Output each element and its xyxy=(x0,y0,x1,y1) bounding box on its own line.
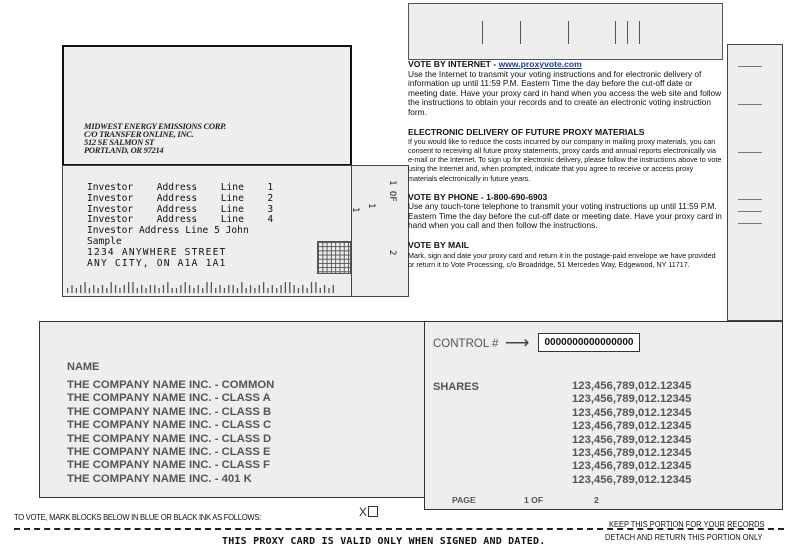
holding-name: THE COMPANY NAME INC. - CLASS C xyxy=(67,419,272,432)
barcode-bar-mark xyxy=(141,285,142,293)
name-label: NAME xyxy=(67,361,100,373)
barcode-bar-mark xyxy=(163,285,164,293)
control-shares-panel xyxy=(424,321,783,510)
imb-barcode xyxy=(67,281,337,293)
barcode-bar-mark xyxy=(115,285,116,293)
holding-name: THE COMPANY NAME INC. - CLASS E xyxy=(67,446,271,459)
holding-name: THE COMPANY NAME INC. - CLASS F xyxy=(67,459,270,472)
share-amount: 123,456,789,012.12345 xyxy=(572,447,692,460)
phone-body: Use any touch-tone telephone to transmit your voting instructions up until 11:59 P.M. Eastern Time the day before the cut-off date or meeting date. Have your proxy card in hand when you call and then follow the instructions. xyxy=(408,201,722,231)
share-amount: 123,456,789,012.12345 xyxy=(572,433,692,446)
detach-portion-text: DETACH AND RETURN THIS PORTION ONLY xyxy=(605,532,763,542)
barcode-bar-mark xyxy=(224,288,225,293)
postal-barcode-bar xyxy=(408,3,723,60)
barcode-bar-mark xyxy=(111,282,112,293)
barcode-bar-mark xyxy=(276,288,277,293)
barcode-bar-mark xyxy=(89,288,90,293)
share-amount: 123,456,789,012.12345 xyxy=(572,393,692,406)
barcode-bar-mark xyxy=(102,285,103,293)
mark-instruction: TO VOTE, MARK BLOCKS BELOW IN BLUE OR BLACK INK AS FOLLOWS: xyxy=(14,512,261,522)
barcode-bar-mark xyxy=(568,21,569,44)
barcode-bar-mark xyxy=(167,282,168,293)
x-mark: X xyxy=(359,505,368,519)
barcode-bar-mark xyxy=(738,152,762,153)
barcode-bar-mark xyxy=(232,285,233,293)
barcode-bar-mark xyxy=(246,288,247,293)
barcode-bar-mark xyxy=(293,285,294,293)
barcode-bar-mark xyxy=(172,288,173,293)
arrow-right-icon: ⟶ xyxy=(505,333,530,352)
holding-name: THE COMPANY NAME INC. - CLASS A xyxy=(67,392,271,405)
barcode-bar-mark xyxy=(215,288,216,293)
barcode-bar-mark xyxy=(738,104,762,105)
barcode-bar-mark xyxy=(150,285,151,293)
holding-name: THE COMPANY NAME INC. - COMMON xyxy=(67,379,275,391)
barcode-bar-mark xyxy=(738,211,762,212)
investor-address-panel xyxy=(62,165,352,297)
barcode-bar-mark xyxy=(289,282,290,293)
barcode-bar-mark xyxy=(228,285,229,293)
barcode-bar-mark xyxy=(482,21,483,44)
barcode-bar-mark xyxy=(71,285,72,293)
barcode-bar-mark xyxy=(76,288,77,293)
barcode-bar-mark xyxy=(328,288,329,293)
barcode-bar-mark xyxy=(193,288,194,293)
barcode-bar-mark xyxy=(176,288,177,293)
share-amount: 123,456,789,012.12345 xyxy=(572,406,692,419)
barcode-bar-mark xyxy=(132,282,133,293)
internet-heading: VOTE BY INTERNET - www.proxyvote.com xyxy=(408,59,582,69)
return-address xyxy=(84,122,226,154)
barcode-bar-mark xyxy=(738,223,762,224)
barcode-bar-mark xyxy=(241,282,242,293)
barcode-bar-mark xyxy=(145,288,146,293)
barcode-bar-mark xyxy=(198,285,199,293)
shares-label: SHARES xyxy=(433,381,479,393)
proxyvote-link[interactable]: www.proxyvote.com xyxy=(498,59,582,69)
address-line: Investor Address Line 5 John xyxy=(87,225,249,237)
barcode-bar-mark xyxy=(280,285,281,293)
holdings-name-panel xyxy=(39,321,425,498)
page-of: 1 OF xyxy=(524,495,544,505)
barcode-bar-mark xyxy=(263,282,264,293)
barcode-bar-mark xyxy=(738,66,762,67)
barcode-bar-mark xyxy=(206,282,207,293)
validity-notice: THIS PROXY CARD IS VALID ONLY WHEN SIGNED AND DATED. xyxy=(222,536,546,547)
barcode-bar-mark xyxy=(124,285,125,293)
barcode-bar-mark xyxy=(267,288,268,293)
barcode-bar-mark xyxy=(615,21,616,44)
address-line: 1234 ANYWHERE STREET xyxy=(87,246,227,258)
barcode-bar-mark xyxy=(627,21,628,44)
address-line: Investor Address Line 2 xyxy=(87,192,274,204)
barcode-bar-mark xyxy=(185,282,186,293)
share-amounts xyxy=(572,380,691,487)
barcode-bar-mark xyxy=(738,199,762,200)
return-address-line: PORTLAND, OR 97214 xyxy=(84,145,164,155)
voting-instructions xyxy=(408,60,723,279)
share-amount: 123,456,789,012.12345 xyxy=(572,460,692,473)
barcode-bar-mark xyxy=(302,285,303,293)
barcode-bar-mark xyxy=(93,285,94,293)
barcode-bar-mark xyxy=(97,288,98,293)
keep-portion-text: KEEP THIS PORTION FOR YOUR RECORDS xyxy=(609,519,765,529)
mail-heading: VOTE BY MAIL xyxy=(408,240,469,250)
address-line: Investor Address Line 4 xyxy=(87,214,274,226)
barcode-bar-mark xyxy=(67,288,68,293)
return-address-panel xyxy=(62,45,352,166)
address-line: ANY CITY, ON A1A 1A1 xyxy=(87,257,227,269)
datamatrix-code xyxy=(317,241,351,274)
page-total: 2 xyxy=(594,495,599,505)
barcode-bar-mark xyxy=(298,288,299,293)
address-line: Sample xyxy=(87,235,122,247)
barcode-bar-mark xyxy=(639,21,640,44)
barcode-bar-mark xyxy=(259,285,260,293)
return-address-line: MIDWEST ENERGY EMISSIONS CORP. xyxy=(84,121,226,131)
barcode-bar-mark xyxy=(106,288,107,293)
barcode-bar-mark xyxy=(211,282,212,293)
control-label: CONTROL # xyxy=(433,338,499,350)
page-indicator-strip xyxy=(351,165,409,297)
barcode-bar-mark xyxy=(307,288,308,293)
barcode-bar-mark xyxy=(137,288,138,293)
page-of-text: 1 OF xyxy=(387,180,397,202)
barcode-bar-mark xyxy=(84,282,85,293)
x-mark-example xyxy=(359,505,378,519)
investor-address xyxy=(87,183,273,269)
page-total: 2 xyxy=(387,250,397,256)
barcode-bar-mark xyxy=(128,282,129,293)
address-line: Investor Address Line 3 xyxy=(87,203,274,215)
share-amount: 123,456,789,012.12345 xyxy=(572,420,692,433)
holding-name: THE COMPANY NAME INC. - CLASS D xyxy=(67,432,272,445)
mail-body: Mark, sign and date your proxy card and return it in the postage-paid envelope we have provided or return it to Vote Processing, c/o Broadridge, 51 Mercedes Way, Edgewood, NY 11717. xyxy=(408,250,716,269)
detach-cut-line[interactable] xyxy=(14,528,784,530)
barcode-bar-mark xyxy=(237,288,238,293)
share-amount: 123,456,789,012.12345 xyxy=(572,380,692,392)
barcode-bar-mark xyxy=(315,282,316,293)
page-number: 1 xyxy=(366,203,376,209)
control-number: 0000000000000000 xyxy=(538,333,640,352)
holding-name: THE COMPANY NAME INC. - 401 K xyxy=(67,472,252,485)
barcode-bar-mark xyxy=(333,285,334,293)
internet-body: Use the Internet to transmit your voting instructions and for electronic delivery of information up until 11:59 P.M. Eastern Time the day before the cut-off date or meeting date. Have your proxy card in hand when you access the web site and follow the instructions to obtain your records and to create an electronic voting instruction form. xyxy=(408,68,722,117)
barcode-bar-mark xyxy=(158,288,159,293)
return-address-line: 512 SE SALMON ST xyxy=(84,137,155,147)
address-line: Investor Address Line 1 xyxy=(87,182,274,193)
barcode-bar-mark xyxy=(320,288,321,293)
share-amount: 123,456,789,012.12345 xyxy=(572,473,692,486)
electronic-heading: ELECTRONIC DELIVERY OF FUTURE PROXY MATERIALS xyxy=(408,126,645,137)
electronic-body: If you would like to reduce the costs incurred by our company in mailing proxy materials, you can consent to receiving all future proxy statements, proxy cards and annual reports electronically via e-mail or the Internet. To sign up for electronic delivery, please follow the instructions above to vote using the Internet and, when prompted, indicate that you agree to receive or access proxy materials electronically in future years. xyxy=(408,137,722,183)
barcode-bar-mark xyxy=(520,21,521,44)
phone-heading: VOTE BY PHONE - 1-800-690-6903 xyxy=(408,191,548,202)
barcode-bar-mark xyxy=(250,285,251,293)
holding-names xyxy=(67,379,274,486)
barcode-bar-mark xyxy=(272,285,273,293)
barcode-bar-mark xyxy=(202,288,203,293)
barcode-bar-mark xyxy=(180,285,181,293)
barcode-bar-mark xyxy=(154,285,155,293)
right-barcode-strip xyxy=(727,44,783,321)
holding-name: THE COMPANY NAME INC. - CLASS B xyxy=(67,405,272,418)
return-address-line: C/O TRANSFER ONLINE, INC. xyxy=(84,129,194,139)
barcode-bar-mark xyxy=(254,288,255,293)
page-label: PAGE xyxy=(452,495,476,505)
barcode-bar-mark xyxy=(285,282,286,293)
barcode-bar-mark xyxy=(189,285,190,293)
checkbox-example-icon xyxy=(368,506,378,517)
barcode-bar-mark xyxy=(80,285,81,293)
barcode-bar-mark xyxy=(324,285,325,293)
barcode-bar-mark xyxy=(119,288,120,293)
page-mark: 1 xyxy=(350,207,360,213)
barcode-bar-mark xyxy=(219,285,220,293)
barcode-bar-mark xyxy=(311,282,312,293)
